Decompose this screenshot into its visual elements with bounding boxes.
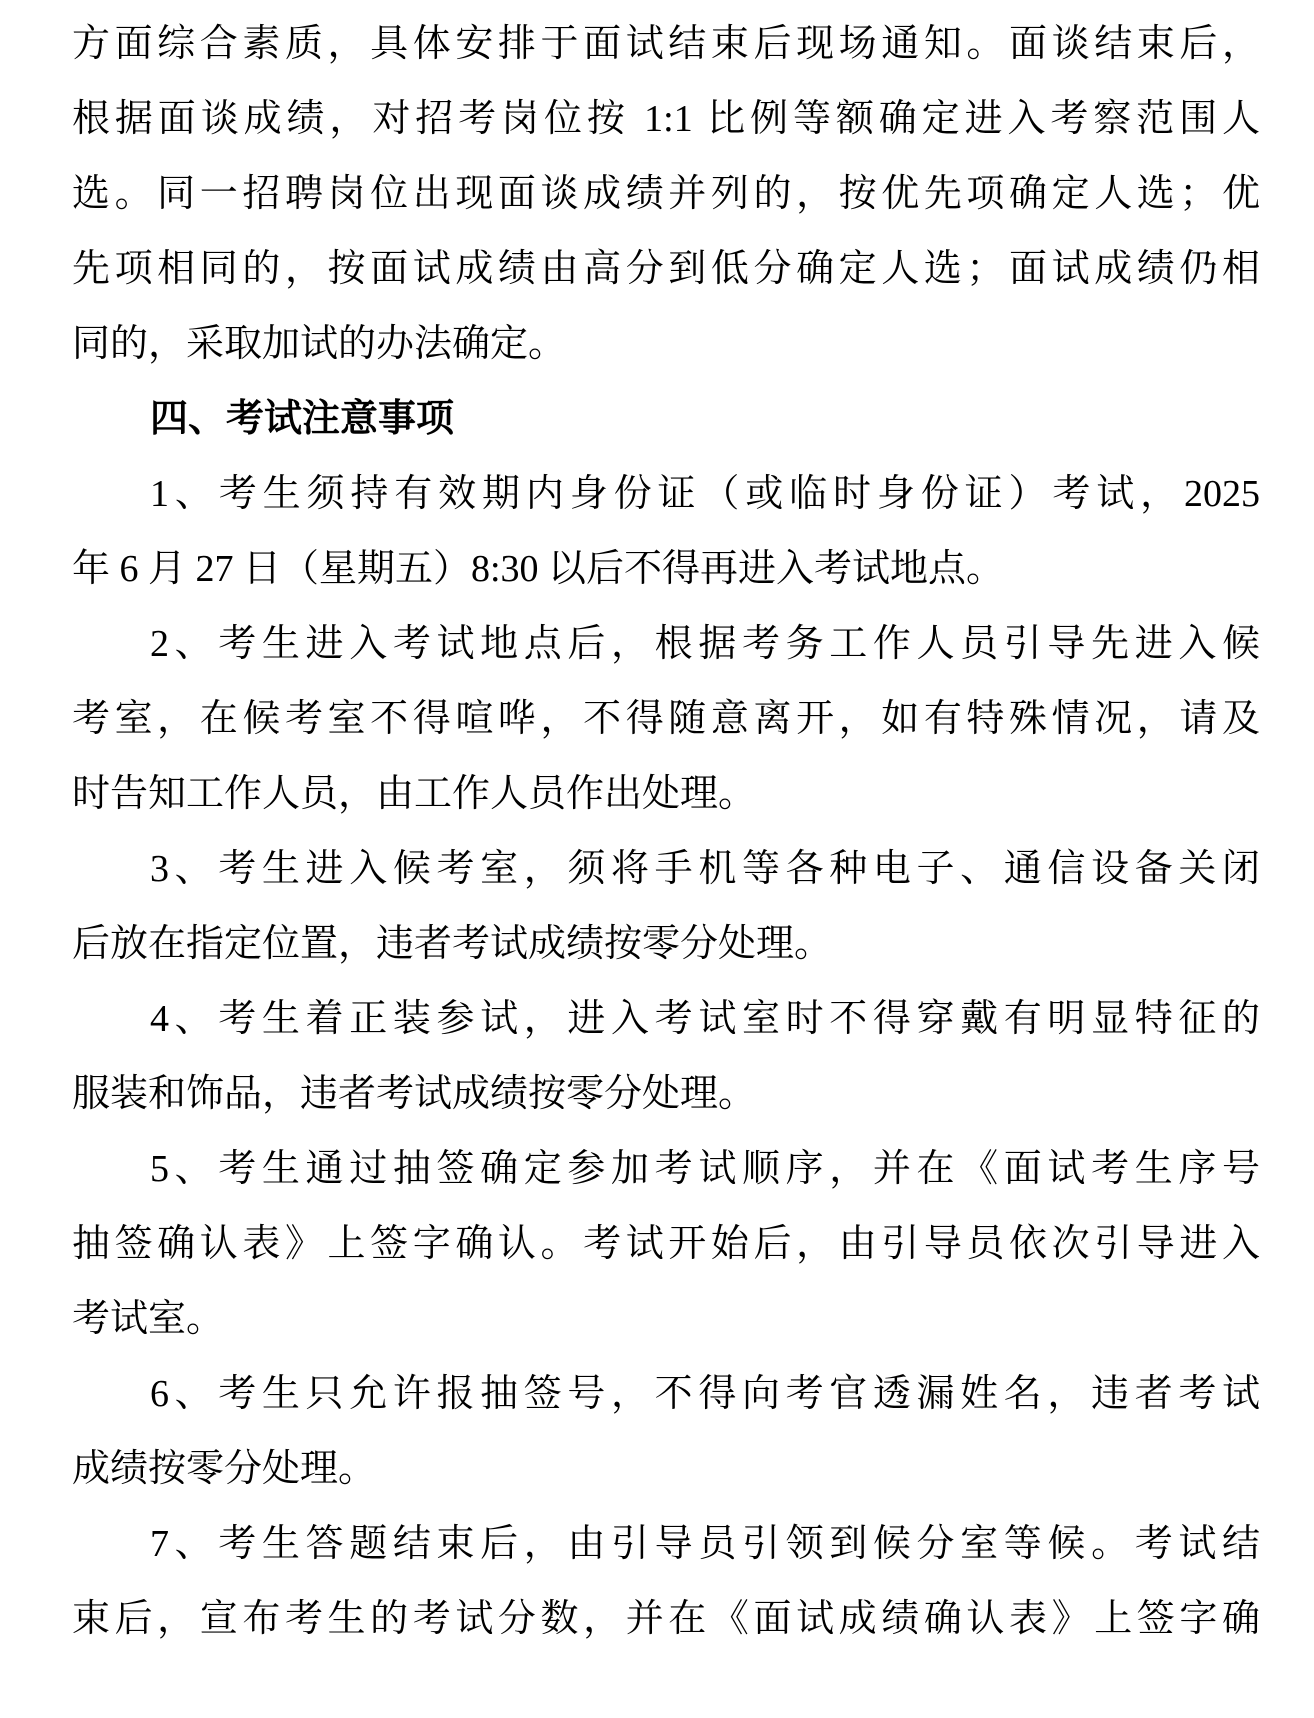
text-line: 抽签确认表》上签字确认。考试开始后，由引导员依次引导进入 xyxy=(72,1223,1260,1265)
text-line: 5、考生通过抽签确定参加考试顺序，并在《面试考生序号 xyxy=(150,1148,1260,1190)
text-line: 成绩按零分处理。 xyxy=(72,1448,377,1490)
text-line: 服装和饰品，违者考试成绩按零分处理。 xyxy=(72,1073,757,1115)
text-line: 7、考生答题结束后，由引导员引领到候分室等候。考试结 xyxy=(150,1523,1260,1565)
text-line: 同的，采取加试的办法确定。 xyxy=(72,323,567,365)
text-line: 1、考生须持有效期内身份证（或临时身份证）考试，2025 xyxy=(150,473,1260,515)
section-heading: 四、考试注意事项 xyxy=(150,398,455,440)
text-line: 选。同一招聘岗位出现面谈成绩并列的，按优先项确定人选；优 xyxy=(72,173,1260,215)
text-line: 方面综合素质，具体安排于面试结束后现场通知。面谈结束后， xyxy=(72,23,1260,65)
text-line: 束后，宣布考生的考试分数，并在《面试成绩确认表》上签字确 xyxy=(72,1598,1260,1640)
text-line: 6、考生只允许报抽签号，不得向考官透漏姓名，违者考试 xyxy=(150,1373,1260,1415)
text-line: 3、考生进入候考室，须将手机等各种电子、通信设备关闭 xyxy=(150,848,1260,890)
text-line: 时告知工作人员，由工作人员作出处理。 xyxy=(72,773,757,815)
text-line: 后放在指定位置，违者考试成绩按零分处理。 xyxy=(72,923,833,965)
text-line: 考试室。 xyxy=(72,1298,225,1340)
text-line: 年 6 月 27 日（星期五）8:30 以后不得再进入考试地点。 xyxy=(72,548,1005,590)
text-line: 根据面谈成绩，对招考岗位按 1:1 比例等额确定进入考察范围人 xyxy=(72,98,1260,140)
text-line: 4、考生着正装参试，进入考试室时不得穿戴有明显特征的 xyxy=(150,998,1260,1040)
text-line: 2、考生进入考试地点后，根据考务工作人员引导先进入候 xyxy=(150,623,1260,665)
text-line: 先项相同的，按面试成绩由高分到低分确定人选；面试成绩仍相 xyxy=(72,248,1260,290)
text-line: 考室，在候考室不得喧哗，不得随意离开，如有特殊情况，请及 xyxy=(72,698,1260,740)
